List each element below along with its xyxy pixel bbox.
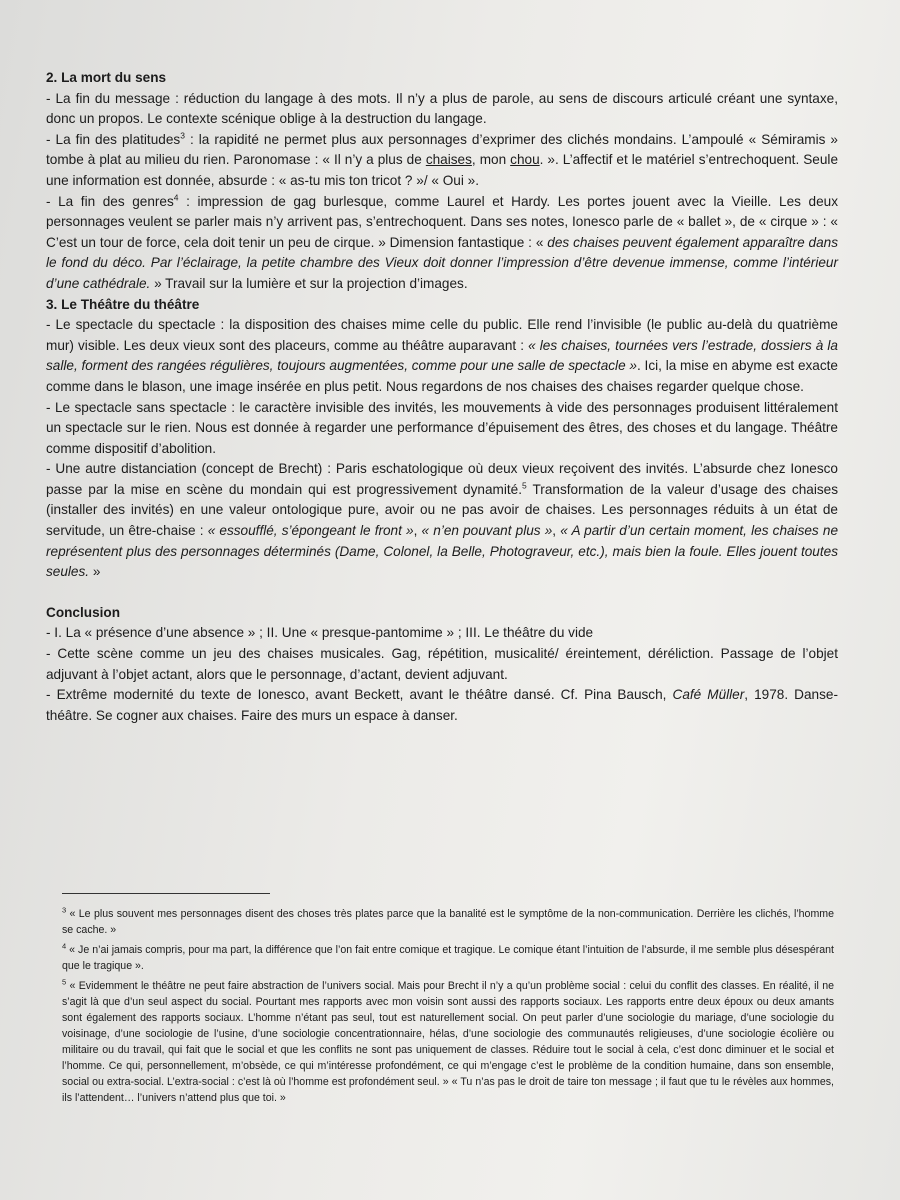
footnote-ref-5: 5	[521, 480, 527, 491]
footnote-number: 4	[62, 941, 67, 951]
section-3-paragraph-1: - Le spectacle du spectacle : la disposition des chaises mime celle du public. Elle rend l’invisible (le public au-delà du quatrième mur) visible. Les deux vieux sont des placeurs, comme au théâtre auparavant : « les chaises, tournées vers l’estrade, dossiers à la salle, forment des rangées régulières, toujours augmentées, comme pour une salle de spectacle ». Ici, la mise en abyme est exacte comme dans le blason, une image insérée en plus petit. Nous regardons de nos chaises des chaises regarder quelque chose.	[46, 317, 838, 394]
spacer	[46, 583, 838, 603]
conclusion-heading: Conclusion	[46, 604, 121, 620]
conclusion-item-1: - I. La « présence d’une absence » ; II. Une « presque-pantomime » ; III. Le théâtre du vide	[46, 625, 594, 641]
section-2-paragraph-2: - La fin des platitudes$^3$ : la rapidité ne permet plus aux personnages d’exprimer des clichés mondains. L’ampoulé « Sémiramis » tombe à plat au milieu du rien. Paronomase : « Il n’y a plus de chaises, mon chou. ». L’affectif et le matériel s’entrechoquent. Seule une information est donnée, absurde : « as-tu mis ton tricot ? »/ « Oui ».	[46, 130, 838, 188]
footnotes	[62, 906, 834, 1110]
quote-italic: « les chaises, tournées vers l’estrade, dossiers à la salle, forment des rangées régulières, toujours augmentées, comme pour une salle de spectacle »	[46, 337, 838, 374]
footnote-3	[62, 906, 834, 938]
quote-italic: « n’en pouvant plus »	[421, 523, 553, 539]
conclusion-item-3: - Extrême modernité du texte de Ionesco, avant Beckett, avant le théâtre dansé. Cf. Pina Bausch, Café Müller, 1978. Danse-théâtre. Se cogner aux chaises. Faire des murs un espace à danser.	[46, 687, 838, 723]
section-2-paragraph-1: - La fin du message : réduction du langage à des mots. Il n’y a plus de parole, au sens de discours articulé créant une syntaxe, donc un propos. Le contexte scénique oblige à la destruction du langage.	[46, 90, 838, 127]
footnote-text: « Le plus souvent mes personnages disent des choses très plates parce que la banalité est le symptôme de la non-communication. Derrière les clichés, l’homme se cache. »	[62, 908, 834, 936]
main-text	[46, 68, 838, 726]
footnote-5	[62, 978, 834, 1106]
underlined-word-chaises: chaises	[425, 152, 472, 168]
footnote-number: 5	[62, 977, 67, 987]
section-2-paragraph-3: - La fin des genres$^4$ : impression de gag burlesque, comme Laurel et Hardy. Les portes jouent avec la Vieille. Les deux personnages veulent se parler mais n’y arrivent pas, s’entrechoquent. Dans ses notes, Ionesco parle de « ballet », de « cirque » : « C’est un tour de force, cela doit tenir un peu de cirque. » Dimension fantastique : « des chaises peuvent également apparaître dans le fond du déco. Par l’éclairage, la petite chambre des Vieux doit donner l’impression d’être devenue immense, comme l’intérieur d’une cathédrale. » Travail sur la lumière et sur la projection d’images.	[46, 192, 839, 291]
section-3-paragraph-3: - Une autre distanciation (concept de Brecht) : Paris eschatologique où deux vieux reçoivent des invités. L’absurde chez Ionesco passe par la mise en scène du mondain qui est progressivement dynamité.$^5$ Transformation de la valeur d’usage des chaises (installer des invités) en une valeur ontologique pure, avoir ou ne pas avoir de chaises. Les personnages réduits à un état de servitude, un être-chaise : « essoufflé, s’épongeant le front », « n’en pouvant plus », « A partir d’un certain moment, les chaises ne représentent plus des personnages déterminés (Dame, Colonel, la Belle, Photograveur, etc.), mais bien la foule. Elles jouent toutes seules. »	[46, 461, 839, 580]
quote-italic: « essoufflé, s’épongeant le front »	[207, 523, 414, 539]
conclusion-item-2: - Cette scène comme un jeu des chaises musicales. Gag, répétition, musicalité/ éreintement, déréliction. Passage de l’objet adjuvant à l’objet actant, alors que le personnage, d’actant, devient adjuvant.	[46, 646, 838, 682]
section-3-paragraph-2: - Le spectacle sans spectacle : le caractère invisible des invités, les mouvements à vide des personnages produisent littéralement un spectacle sur le rien. Nous est donnée à regarder une performance d’épuisement des êtres, des choses et du langage. Théâtre comme dispositif d’abolition.	[46, 399, 838, 456]
footnote-ref-4: 4	[173, 192, 179, 203]
footnote-text: « Je n’ai jamais compris, pour ma part, la différence que l’on fait entre comique et tragique. Le comique étant l’intuition de l’absurde, il me semble plus désespérant que le tragique ».	[62, 944, 834, 972]
footnote-text: « Evidemment le théâtre ne peut faire abstraction de l’univers social. Mais pour Brecht il n’y a qu’un problème social : celui du conflit des classes. En réalité, il ne s’agit là que d’un seul aspect du social. Pourtant mes rapports avec mon voisin sont aussi des rapports sociaux. Les rapports entre deux époux ou deux amants sont également des rapports sociaux. L’homme n’étant pas seul, tout est naturellement social. On peut parler d’une sociologie du mariage, d’une sociologie du voisinage, d’une sociologie de l’usine, d’une sociologie concentrationnaire, hélas, d’une sociologie des communautés religieuses, d’une sociologie écolière ou militaire ou du travail, qui fait que le social et que les conflits ne sont pas uniquement de classes. Réduire tout le social à cela, c’est donc diminuer et le social et l’homme. Ce qui, personnellement, m’obsède, ce qui m’intéresse profondément, ce qui m’engage c’est le problème de la condition humaine, dans son ensemble, social ou extra-social. L’extra-social : c’est là où l’homme est profondément seul. » « Tu n’as pas le droit de taire ton message ; il faut que tu le révèles aux hommes, ils l’attendent… l’univers n’attend plus que toi. »	[62, 980, 834, 1104]
title-italic: Café Müller	[672, 687, 745, 703]
section-2-heading: 2. La mort du sens	[46, 70, 167, 85]
footnote-4	[62, 942, 834, 974]
section-3-heading: 3. Le Théâtre du théâtre	[46, 296, 200, 312]
quote-italic: des chaises peuvent également apparaître dans le fond du déco. Par l’éclairage, la petite chambre des Vieux doit donner l’impression d’être devenue immense, comme l’intérieur d’une cathédrale.	[46, 234, 839, 291]
footnote-ref-3: 3	[180, 130, 185, 141]
footnote-number: 3	[62, 905, 67, 915]
underlined-word-chou: chou	[510, 152, 540, 168]
footnote-separator	[62, 893, 270, 894]
quote-italic: « A partir d’un certain moment, les chaises ne représentent plus des personnages déterminés (Dame, Colonel, la Belle, Photograveur, etc.), mais bien la foule. Elles jouent toutes seules.	[46, 523, 839, 580]
